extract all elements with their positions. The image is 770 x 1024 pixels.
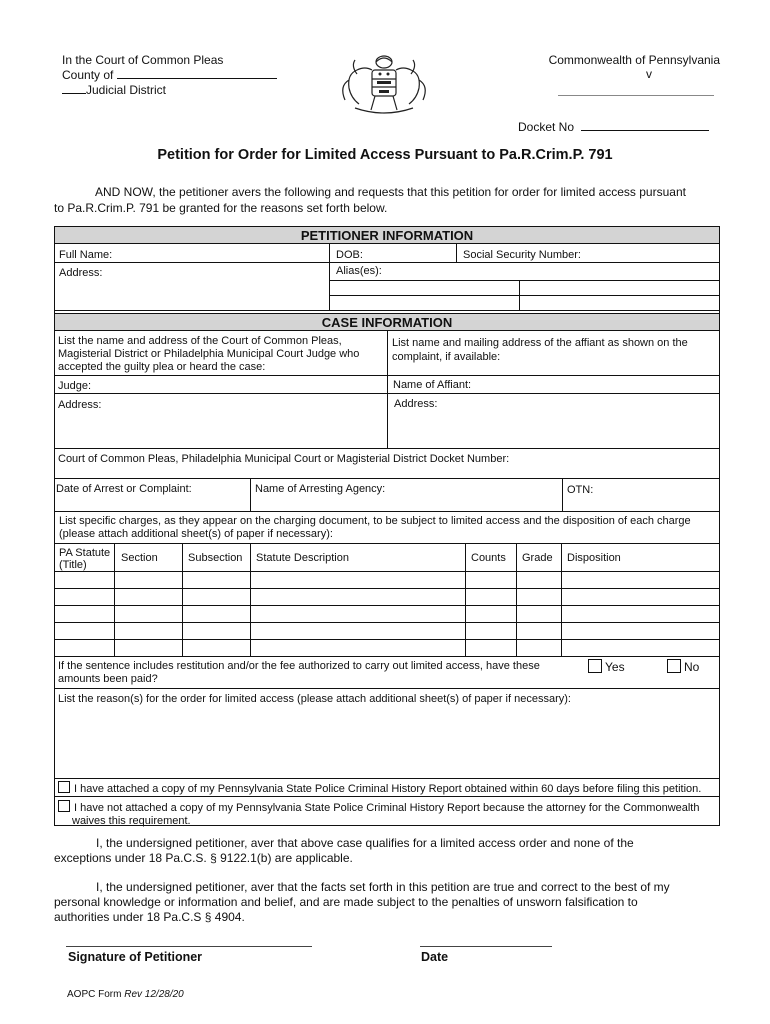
affiant-instr-2: complaint, if available: bbox=[392, 351, 501, 363]
table-row[interactable] bbox=[54, 588, 720, 589]
docket-no-field[interactable] bbox=[581, 118, 709, 131]
aver-paragraph-2 bbox=[54, 880, 670, 925]
district-field[interactable] bbox=[62, 82, 86, 94]
not-attached-option[interactable] bbox=[58, 800, 700, 828]
aver-paragraph-1 bbox=[54, 836, 634, 866]
judicial-district-label: Judicial District bbox=[86, 83, 167, 97]
reasons-label: List the reason(s) for the order for limited access (please attach additional sheet(s) of paper if necessary): bbox=[58, 693, 571, 705]
court-instr-2: Magisterial District or Philadelphia Municipal Court Judge who bbox=[58, 348, 360, 360]
county-field[interactable] bbox=[117, 67, 277, 79]
docket-number-label: Court of Common Pleas, Philadelphia Municipal Court or Magisterial District Docket Number: bbox=[58, 453, 510, 465]
not-attached-line-1: I have not attached a copy of my Pennsylvania State Police Criminal History Report because the attorney for the Commonwealth bbox=[74, 802, 700, 814]
arrest-date-label: Date of Arrest or Complaint: bbox=[56, 483, 192, 495]
aver2-line-1: I, the undersigned petitioner, aver that the facts set forth in this petition are true and correct to the best of my bbox=[96, 880, 670, 894]
court-instructions bbox=[58, 335, 359, 374]
restitution-q2: amounts been paid? bbox=[58, 673, 158, 685]
full-name-label: Full Name: bbox=[59, 249, 113, 261]
agency-label: Name of Arresting Agency: bbox=[255, 483, 386, 495]
ssn-label: Social Security Number: bbox=[463, 249, 581, 261]
statute-title-label: (Title) bbox=[59, 559, 87, 571]
court-heading bbox=[62, 53, 277, 97]
restitution-q1: If the sentence includes restitution and/or the fee authorized to carry out limited access, have these bbox=[58, 660, 540, 672]
page-title: Petition for Order for Limited Access Pursuant to Pa.R.Crim.P. 791 bbox=[157, 147, 613, 163]
table-row[interactable] bbox=[54, 639, 720, 640]
aver1-line-1: I, the undersigned petitioner, aver that above case qualifies for a limited access order and none of the bbox=[96, 836, 634, 850]
col-counts: Counts bbox=[471, 552, 506, 564]
signature-line[interactable] bbox=[66, 946, 312, 947]
not-attached-checkbox[interactable] bbox=[58, 800, 70, 812]
footer bbox=[67, 989, 184, 1000]
otn-label: OTN: bbox=[567, 484, 594, 496]
col-section: Section bbox=[121, 552, 158, 564]
footer-rev: Rev 12/28/20 bbox=[124, 989, 184, 1000]
footer-form: AOPC Form bbox=[67, 989, 122, 1000]
dob-label: DOB: bbox=[336, 249, 363, 261]
affiant-address-label: Address: bbox=[394, 398, 438, 410]
affiant-name-label: Name of Affiant: bbox=[393, 379, 472, 391]
intro-line-2: to Pa.R.Crim.P. 791 be granted for the reasons set forth below. bbox=[54, 201, 388, 215]
col-grade: Grade bbox=[522, 552, 553, 564]
petitioner-heading: PETITIONER INFORMATION bbox=[55, 227, 719, 244]
aliases-label: Alias(es): bbox=[336, 265, 382, 277]
table-row[interactable] bbox=[54, 605, 720, 606]
affiant-instructions bbox=[392, 336, 688, 364]
county-label: County of bbox=[62, 68, 114, 82]
charges-instr-2: (please attach additional sheet(s) of paper if necessary): bbox=[59, 528, 333, 540]
date-line[interactable] bbox=[420, 946, 552, 947]
col-subsection: Subsection bbox=[188, 552, 243, 564]
col-pa-statute bbox=[59, 547, 110, 571]
defendant-field[interactable] bbox=[558, 81, 714, 96]
table-row[interactable] bbox=[54, 571, 720, 572]
table-row[interactable] bbox=[54, 622, 720, 623]
affiant-instr-1: List name and mailing address of the affiant as shown on the bbox=[392, 337, 688, 349]
no-option[interactable] bbox=[667, 659, 699, 674]
signature-label: Signature of Petitioner bbox=[68, 950, 203, 964]
col-statute-description: Statute Description bbox=[256, 552, 349, 564]
docket-label: Docket No bbox=[518, 120, 575, 134]
aver2-line-2: personal knowledge or information and belief, and are made subject to the penalties of unsworn falsification to bbox=[54, 895, 638, 909]
commonwealth-label: Commonwealth of Pennsylvania bbox=[548, 53, 720, 67]
court-instr-1: List the name and address of the Court of Common Pleas, bbox=[58, 335, 342, 347]
commonwealth-heading bbox=[520, 53, 720, 96]
intro-text bbox=[54, 184, 686, 216]
docket-no-row bbox=[518, 118, 709, 134]
judge-label: Judge: bbox=[58, 380, 92, 392]
date-label: Date bbox=[421, 950, 449, 964]
versus-label: v bbox=[646, 67, 652, 81]
yes-checkbox[interactable] bbox=[588, 659, 602, 673]
no-label: No bbox=[684, 660, 700, 674]
pa-statute-label: PA Statute bbox=[59, 547, 111, 559]
court-line: In the Court of Common Pleas bbox=[62, 53, 224, 67]
col-disposition: Disposition bbox=[567, 552, 621, 564]
aver2-line-3: authorities under 18 Pa.C.S § 4904. bbox=[54, 910, 245, 924]
yes-option[interactable] bbox=[588, 659, 625, 674]
charges-instr-1: List specific charges, as they appear on the charging document, to be subject to limited access and the disposition of each charge bbox=[59, 515, 691, 527]
attached-label: I have attached a copy of my Pennsylvania State Police Criminal History Report obtained within 60 days before filing this petition. bbox=[74, 783, 702, 795]
no-checkbox[interactable] bbox=[667, 659, 681, 673]
attached-option[interactable] bbox=[58, 781, 701, 795]
case-heading: CASE INFORMATION bbox=[55, 313, 719, 331]
not-attached-line-2: waives this requirement. bbox=[72, 815, 191, 827]
yes-label: Yes bbox=[605, 660, 625, 674]
judge-address-label: Address: bbox=[58, 399, 102, 411]
charges-instructions bbox=[59, 515, 691, 541]
coat-of-arms-icon bbox=[335, 52, 433, 118]
restitution-question bbox=[58, 660, 540, 686]
intro-line-1: AND NOW, the petitioner avers the following and requests that this petition for order for limited access pursuant bbox=[95, 185, 686, 199]
aver1-line-2: exceptions under 18 Pa.C.S. § 9122.1(b) are applicable. bbox=[54, 851, 353, 865]
court-instr-3: accepted the guilty plea or heard the case: bbox=[58, 361, 266, 373]
attached-checkbox[interactable] bbox=[58, 781, 70, 793]
address-label: Address: bbox=[59, 267, 103, 279]
